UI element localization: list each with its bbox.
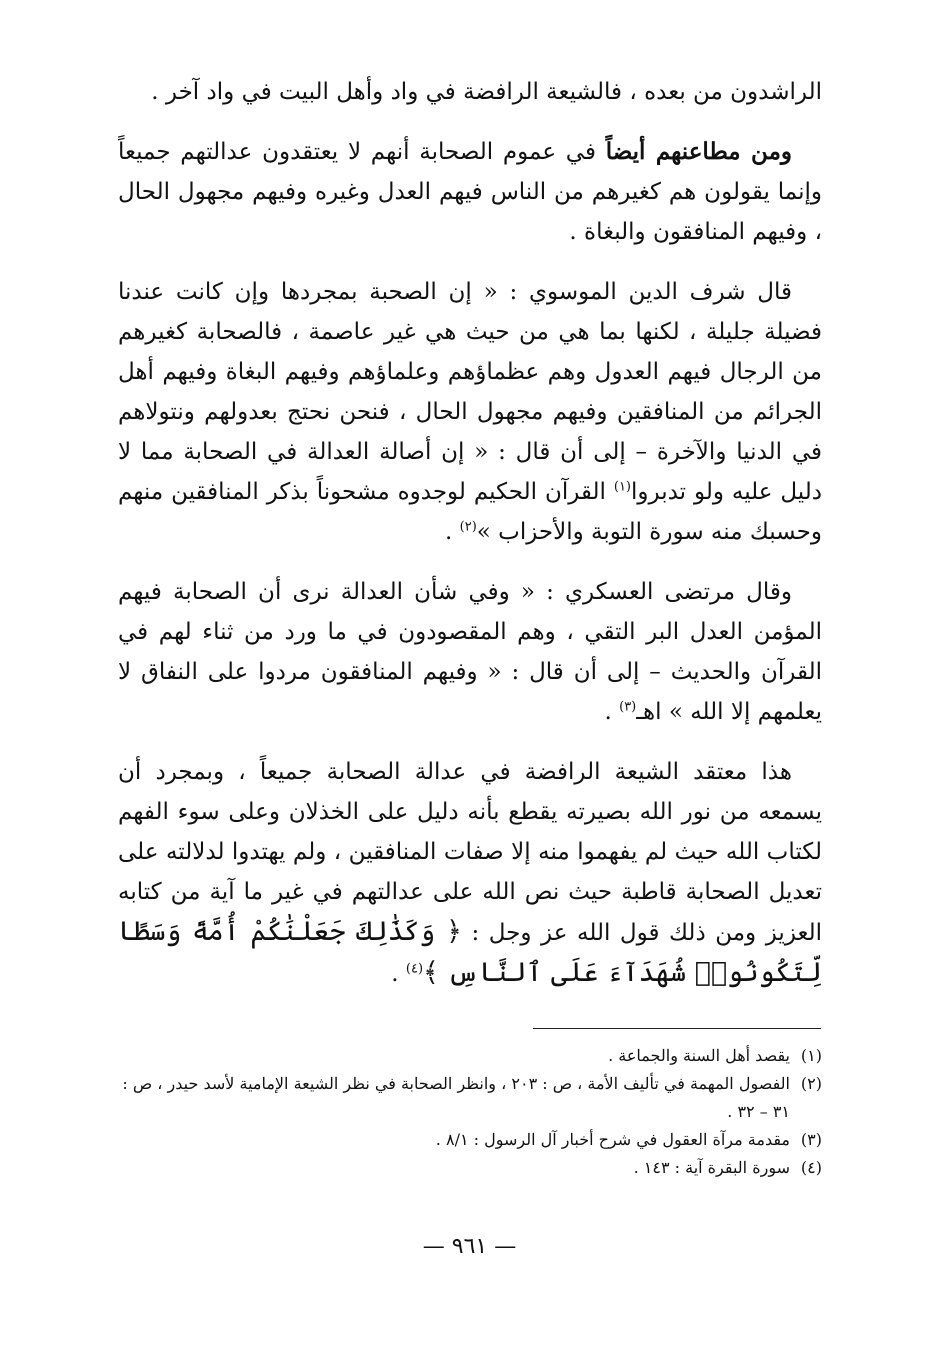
- paragraph-gap: [118, 552, 822, 572]
- footnote-item-2: [118, 1070, 822, 1126]
- footnote-number: (٣): [800, 1130, 822, 1149]
- footnote-divider: [533, 1028, 821, 1029]
- paragraph-gap: [118, 112, 822, 132]
- footnote-text: سورة البقرة آية : ١٤٣ .: [633, 1158, 790, 1177]
- paragraph-2-text: في عموم الصحابة أنهم لا يعتقدون عدالتهم جميعاً وإنما يقولون هم كغيرهم من الناس فيهم العدل وغيره وفيهم مجهول الحال ، وفيهم المنافقون والبغاة .: [118, 139, 822, 245]
- paragraph-4-text-b: .: [604, 699, 620, 725]
- paragraph-3-text-a: قال شرف الدين الموسوي : « إن الصحبة بمجردها وإن كانت عندنا فضيلة جليلة ، لكنها بما هي من حيث هي غير عاصمة ، فالصحابة كغيرهم من الرجال فيهم العدول وهم عظماؤهم وعلماؤهم وفيهم البغاة وفيهم أهل الجرائم من المنافقين وفيهم مجهول الحال ، فنحن نحتج بعدولهم ونتولاهم في الدنيا والآخرة – إلى أن قال : « إن أصالة العدالة في الصحابة مما لا دليل عليه ولو تدبروا: [118, 279, 822, 505]
- footnote-text: الفصول المهمة في تأليف الأمة ، ص : ٢٠٣ ، وانظر الصحابة في نظر الشيعة الإمامية لأسد حيدر ، ص : ٣١ – ٣٢ .: [122, 1074, 790, 1121]
- quran-verse: ﴿ وَكَذَٰلِكَ جَعَلْنَٰكُمْ أُمَّةً وَسَطًا لِّتَكُونُوا۟ شُهَدَآءَ عَلَى ٱلنَّاسِ ﴾: [118, 916, 822, 988]
- footnotes: [118, 1042, 822, 1182]
- footnote-ref-2[interactable]: (٢): [459, 519, 477, 535]
- paragraph-1: [118, 72, 822, 112]
- footnote-text: يقصد أهل السنة والجماعة .: [608, 1046, 790, 1065]
- footnote-item-3: [118, 1126, 822, 1154]
- paragraph-5: [118, 752, 822, 994]
- paragraph-5-text-b: .: [391, 961, 406, 987]
- footnote-item-1: [118, 1042, 822, 1070]
- paragraph-3-text-b: القرآن الحكيم لوجدوه مشحوناً بذكر المنافقين منهم وحسبك منه سورة التوبة والأحزاب »: [118, 479, 822, 545]
- paragraph-5-text-a: هذا معتقد الشيعة الرافضة في عدالة الصحابة جميعاً ، وبمجرد أن يسمعه من نور الله بصيرته يقطع بأنه دليل على الخذلان وعلى سوء الفهم لكتاب الله حيث لم يفهموا منه إلا صفات المنافقين ، ولم يهتدوا لدلالته على تعديل الصحابة قاطبة حيث نص الله على عدالتهم في غير ما آية من كتابه العزيز ومن ذلك قول الله عز وجل :: [118, 759, 822, 946]
- footnote-ref-1[interactable]: (١): [613, 479, 631, 495]
- paragraph-gap: [118, 252, 822, 272]
- footnote-number: (١): [800, 1046, 822, 1065]
- footnote-ref-4[interactable]: (٤): [405, 961, 424, 977]
- paragraph-gap: [118, 732, 822, 752]
- footnote-text: مقدمة مرآة العقول في شرح أخبار آل الرسول : ٨/١ .: [435, 1130, 790, 1149]
- footnote-ref-3[interactable]: (٣): [619, 699, 637, 715]
- footnote-number: (٢): [800, 1074, 822, 1093]
- paragraph-4-text-a: وقال مرتضى العسكري : « وفي شأن العدالة نرى أن الصحابة فيهم المؤمن العدل البر التقي ، وهم المقصودون في ما ورد من ثناء لهم في القرآن والحديث – إلى أن قال : « وفيهم المنافقون مردوا على النفاق لا يعلمهم إلا الله » اهـ: [118, 579, 822, 725]
- paragraph-2: [118, 132, 822, 252]
- paragraph-3-text-c: .: [445, 519, 460, 545]
- paragraph-4: [118, 572, 822, 732]
- paragraph-1-text: الراشدون من بعده ، فالشيعة الرافضة في واد وأهل البيت في واد آخر .: [151, 79, 822, 105]
- paragraph-2-lead: ومن مطاعنهم أيضاً: [605, 138, 792, 165]
- footnote-number: (٤): [800, 1158, 822, 1177]
- page-body: [118, 72, 822, 994]
- page-number: — ٩٦١ —: [422, 1234, 517, 1259]
- footnote-item-4: [118, 1154, 822, 1182]
- paragraph-3: [118, 272, 822, 552]
